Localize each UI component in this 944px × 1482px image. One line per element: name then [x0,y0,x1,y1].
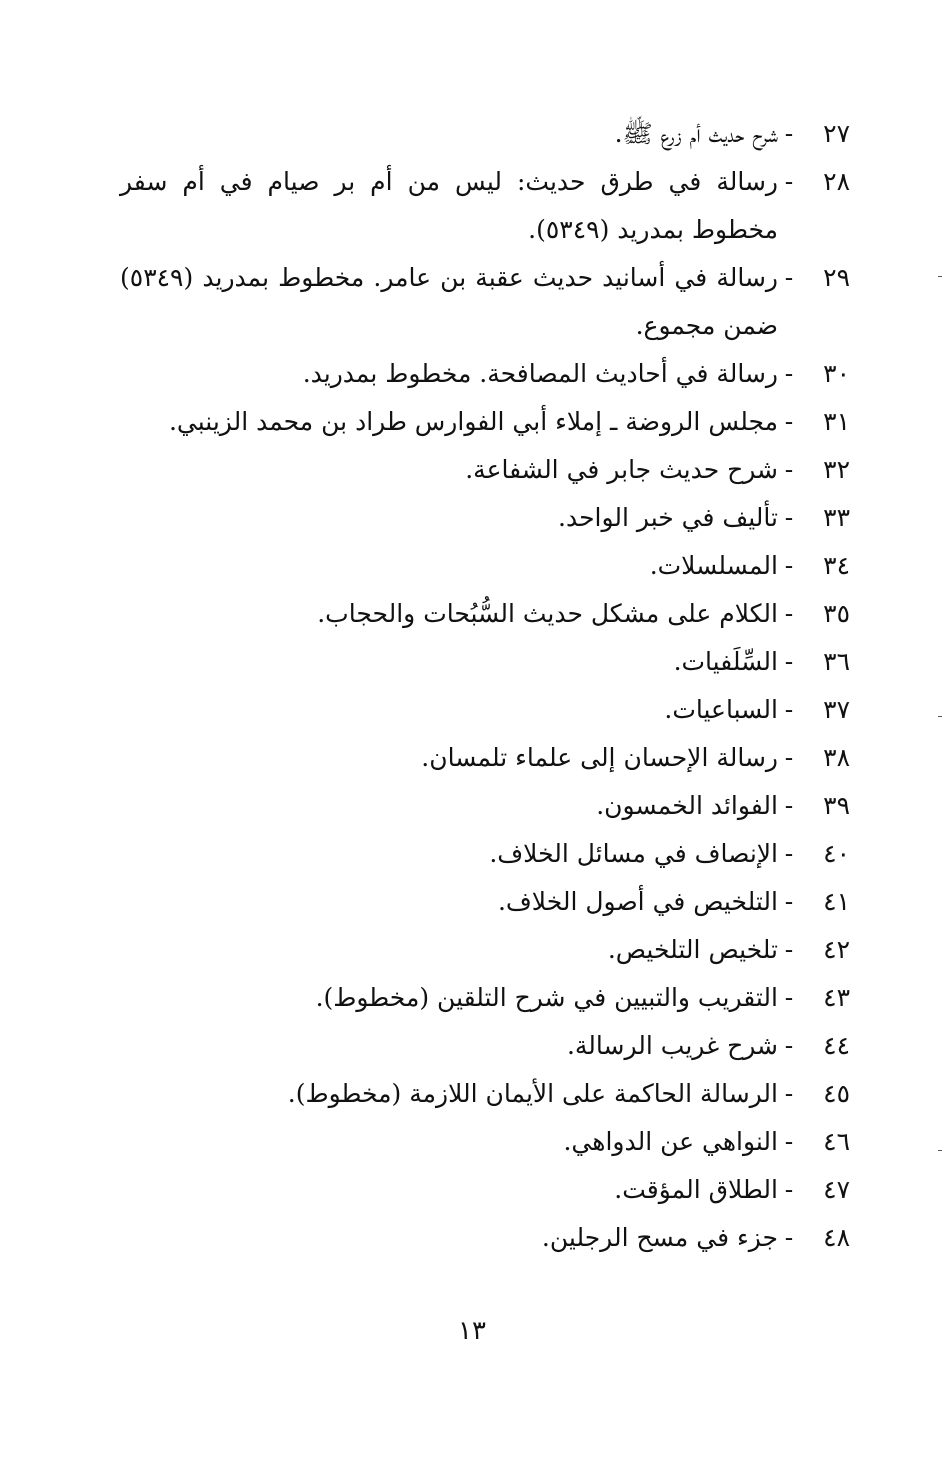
item-dash: - [784,743,794,772]
item-text: رسالة في أسانيد حديث عقبة بن عامر. مخطوط بمدريد (٥٣٤٩) ضمن مجموع. [120,263,778,340]
item-number: ٣٦ [823,647,850,676]
list-item [120,974,850,1022]
list-item [120,446,850,494]
item-dash: - [784,1223,794,1252]
list-item [120,398,850,446]
item-number: ٢٩ [823,263,850,292]
list-item [120,158,850,254]
item-dash: - [784,1079,794,1108]
item-number: ٣٧ [823,695,850,724]
item-number: ٢٧ [823,119,850,148]
item-number: ٣٠ [823,359,850,388]
item-dash: - [784,935,794,964]
item-dash: - [784,887,794,916]
item-text: النواهي عن الدواهي. [563,1127,778,1156]
item-text: شرح حديث جابر في الشفاعة. [465,455,778,484]
list-item [120,638,850,686]
item-text: شرح غريب الرسالة. [566,1031,778,1060]
list-item [120,1118,850,1166]
item-dash: - [784,1031,794,1060]
item-text: التقريب والتبيين في شرح التلقين (مخطوط). [315,983,778,1012]
item-text: رسالة في طرق حديث: ليس من أم بر صيام في أم سفر مخطوط بمدريد (٥٣٤٩). [120,167,778,244]
list-item [120,686,850,734]
item-text: مجلس الروضة ـ إملاء أبي الفوارس طراد بن محمد الزينبي. [168,407,778,436]
works-list [120,110,850,1262]
item-text: التلخيص في أصول الخلاف. [497,887,778,916]
list-item [120,494,850,542]
item-number: ٤٣ [823,983,850,1012]
list-item [120,734,850,782]
item-dash: - [784,551,794,580]
item-dash: - [784,1175,794,1204]
list-item [120,1070,850,1118]
item-dash: - [784,167,794,196]
item-number: ٤٧ [823,1175,850,1204]
item-dash: - [784,599,794,628]
item-dash: - [784,503,794,532]
scan-margin-mark [938,1150,942,1151]
item-text: الرسالة الحاكمة على الأيمان اللازمة (مخطوط). [287,1079,778,1108]
item-number: ٤٨ [823,1223,850,1252]
item-text: شرح حديث أم زرع ﷺ. [614,119,778,148]
item-number: ٤١ [823,887,850,916]
item-dash: - [784,695,794,724]
item-number: ٣١ [823,407,850,436]
item-text: جزء في مسح الرجلين. [541,1223,778,1252]
item-dash: - [784,647,794,676]
item-dash: - [784,407,794,436]
item-number: ٤٤ [823,1031,850,1060]
item-number: ٣٥ [823,599,850,628]
item-dash: - [784,791,794,820]
list-item [120,110,850,158]
item-text: المسلسلات. [649,551,778,580]
item-text: الإنصاف في مسائل الخلاف. [489,839,778,868]
list-item [120,1166,850,1214]
item-number: ٣٤ [823,551,850,580]
list-item [120,1214,850,1262]
scan-margin-mark [938,276,942,277]
item-number: ٤٠ [823,839,850,868]
list-item [120,254,850,350]
item-number: ٤٦ [823,1127,850,1156]
item-dash: - [784,263,794,292]
item-dash: - [784,455,794,484]
item-dash: - [784,1127,794,1156]
item-text: السباعيات. [664,695,778,724]
item-text: الكلام على مشكل حديث السُّبُحات والحجاب. [317,599,778,628]
page-number: ١٣ [458,1316,486,1346]
list-item [120,1022,850,1070]
item-number: ٣٣ [823,503,850,532]
item-number: ٤٥ [823,1079,850,1108]
item-number: ٣٢ [823,455,850,484]
list-item [120,926,850,974]
item-number: ٤٢ [823,935,850,964]
item-dash: - [784,359,794,388]
item-text: السِّلَفيات. [673,647,778,676]
item-number: ٣٩ [823,791,850,820]
item-text: رسالة في أحاديث المصافحة. مخطوط بمدريد. [302,359,778,388]
item-dash: - [784,983,794,1012]
list-item [120,830,850,878]
item-text: رسالة الإحسان إلى علماء تلمسان. [421,743,778,772]
item-text: الفوائد الخمسون. [596,791,778,820]
item-text: تلخيص التلخيص. [607,935,778,964]
item-text: الطلاق المؤقت. [614,1175,778,1204]
scan-margin-mark [938,716,942,717]
item-number: ٣٨ [823,743,850,772]
list-item [120,878,850,926]
list-item [120,542,850,590]
item-number: ٢٨ [823,167,850,196]
item-dash: - [784,839,794,868]
list-item [120,590,850,638]
list-item [120,350,850,398]
list-item [120,782,850,830]
item-text: تأليف في خبر الواحد. [558,503,778,532]
item-dash: - [784,119,794,148]
